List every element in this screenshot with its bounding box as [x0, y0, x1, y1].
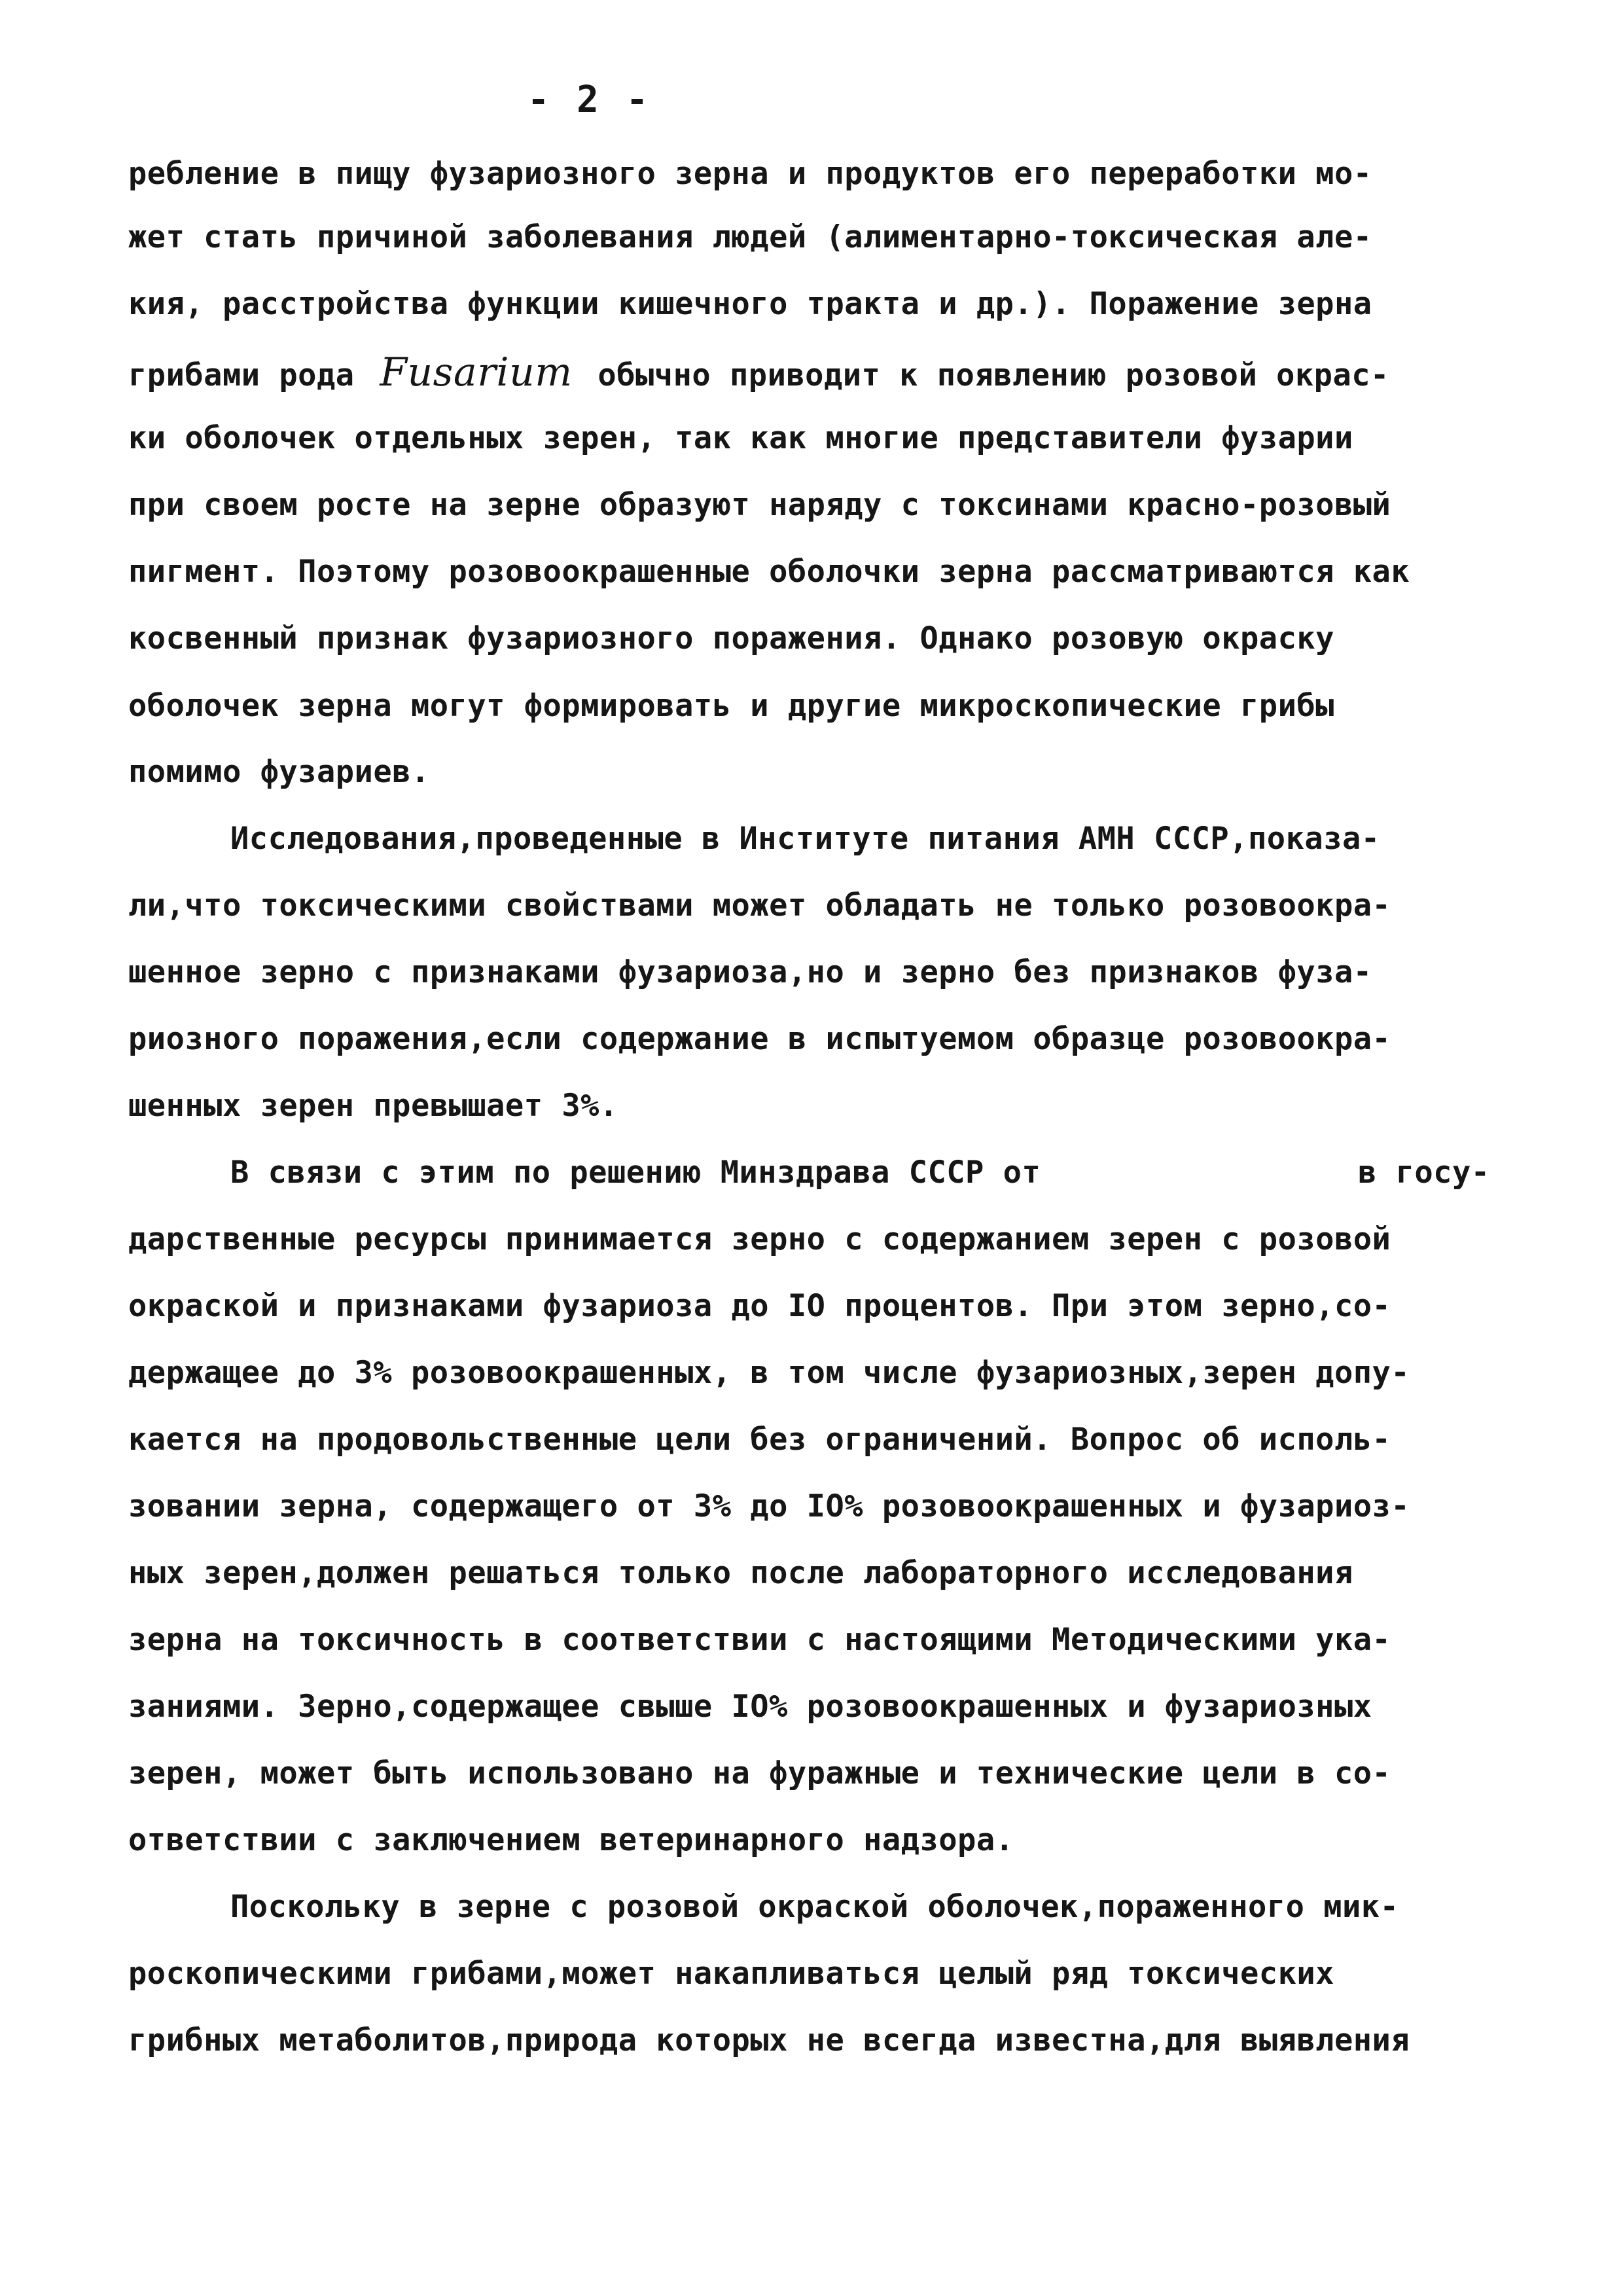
- text-line-12: ли,что токсическими свойствами может обладать не только розовоокра-: [128, 888, 1391, 924]
- text-line-22: ных зерен,должен решаться только после лабораторного исследования: [128, 1555, 1353, 1591]
- text-line-8: косвенный признак фузариозного поражения. Однако розовую окраску: [128, 620, 1334, 656]
- text-line-28: роскопическими грибами,может накапливаться целый ряд токсических: [128, 1956, 1334, 1992]
- text-line-25: зерен, может быть использовано на фуражные и технические цели в со-: [128, 1755, 1391, 1791]
- text-line-24: заниями. Зерно,содержащее свыше IO% розовоокрашенных и фузариозных: [128, 1689, 1372, 1725]
- text-line-14: риозного поражения,если содержание в испытуемом образце розовоокра-: [128, 1021, 1391, 1057]
- page-number: - 2 -: [527, 79, 651, 121]
- text-line-5: ки оболочек отдельных зерен, так как многие представители фузарии: [128, 420, 1353, 456]
- text-line-15: шенных зерен превышает 3%.: [128, 1088, 618, 1124]
- text-line-17: дарственные ресурсы принимается зерно с содержанием зерен с розовой: [128, 1221, 1391, 1257]
- text-line-4: [128, 350, 1389, 395]
- text-line-6: при своем росте на зерне образуют наряду с токсинами красно-розовый: [128, 487, 1391, 523]
- text-line-16-end: в госу-: [1358, 1155, 1490, 1191]
- text-line-13: шенное зерно с признаками фузариоза,но и зерно без признаков фуза-: [128, 954, 1372, 990]
- line4-rest: обычно приводит к появлению розовой окрас-: [597, 357, 1389, 393]
- text-line-3: кия, расстройства функции кишечного тракта и др.). Поражение зерна: [128, 286, 1372, 322]
- text-line-18: окраской и признаками фузариоза до IO процентов. При этом зерно,со-: [128, 1288, 1391, 1324]
- text-line-20: кается на продовольственные цели без ограничений. Вопрос об исполь-: [128, 1422, 1391, 1458]
- text-line-11: Исследования,проведенные в Институте питания АМН СССР,показа-: [230, 821, 1380, 857]
- text-line-23: зерна на токсичность в соответствии с настоящими Методическими ука-: [128, 1622, 1391, 1658]
- text-line-9: оболочек зерна могут формировать и другие микроскопические грибы: [128, 688, 1334, 724]
- text-line-29: грибных метаболитов,природа которых не всегда известна,для выявления: [128, 2022, 1410, 2058]
- line4-prefix: грибами рода: [128, 357, 355, 393]
- text-line-27: Поскольку в зерне с розовой окраской оболочек,пораженного мик-: [230, 1889, 1399, 1925]
- text-line-19: держащее до 3% розовоокрашенных, в том числе фузариозных,зерен допу-: [128, 1355, 1410, 1391]
- text-line-10: помимо фузариев.: [128, 754, 430, 790]
- text-line-2: жет стать причиной заболевания людей (алиментарно-токсическая але-: [128, 219, 1372, 255]
- handwritten-insert: Fusarium: [380, 350, 573, 395]
- text-line-1: ребление в пищу фузариозного зерна и продуктов его переработки мо-: [128, 156, 1372, 192]
- text-line-26: ответствии с заключением ветеринарного надзора.: [128, 1822, 1014, 1858]
- text-line-7: пигмент. Поэтому розовоокрашенные оболочки зерна рассматриваются как: [128, 554, 1410, 590]
- text-line-21: зовании зерна, содержащего от 3% до IO% розовоокрашенных и фузариоз-: [128, 1488, 1410, 1524]
- text-line-16: В связи с этим по решению Минздрава СССР от: [230, 1155, 1041, 1191]
